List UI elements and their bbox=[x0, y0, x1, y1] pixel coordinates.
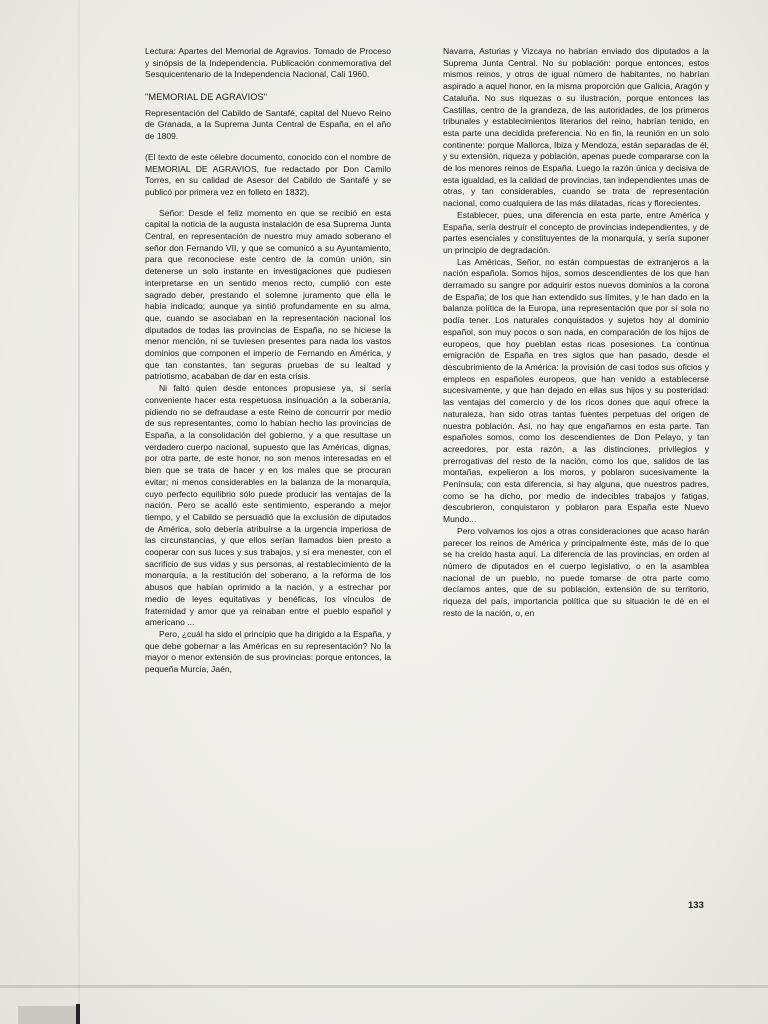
paragraph: Establecer, pues, una diferencia en esta parte, entre América y España, sería destruír el concepto de provincias independientes, y de partes esenciales y constituyentes de la monarquía, y sería suponer un principio de degradación. bbox=[443, 209, 709, 255]
page-number: 133 bbox=[688, 900, 704, 911]
document-title: "MEMORIAL DE AGRAVIOS" bbox=[145, 92, 268, 103]
left-text-column bbox=[145, 46, 391, 676]
page-bottom-edge bbox=[0, 985, 768, 988]
paragraph: Señor: Desde el feliz momento en que se recibió en esta capital la noticia de la augusta instalación de esa Suprema Junta Central, en representación de nuestro muy amado soberano el señor don Fernando VII, y que se comunicó a su Ayuntamiento, para que reconociese este centro de la común unión, sin detenerse un solo instante en investigaciones que pudiesen interpretarse en un sentido menos recto, cumplió con este sagrado deber, prestando el solemne juramento que ella le había indicado; aunque ya sintió profundamente en su alma, que, cuando se asociaban en la representación nacional los diputados de todas las provincias de España, no se hiciese la menor mención, ni se tuviesen presentes para nada los vastos dominios que componen el imperio de Fernando en América, y que tan constantes, tan seguras pruebas de su lealtad y patriotismo, acababan de dar en esta crisis. bbox=[145, 207, 391, 382]
editor-note: (El texto de este célebre documento, conocido con el nombre de MEMORIAL DE AGRAVIOS, fue redactado por Don Camilo Torres, en su calidad de Asesor del Cabildo de Santafé y se publicó por primera vez en folleto en 1832). bbox=[145, 151, 391, 197]
scan-corner-mark-dark bbox=[76, 1004, 80, 1024]
paragraph: Pero volvamos los ojos a otras consideraciones que acaso harán parecer los reinos de América y principalmente éste, más de lo que se ha creído hasta aquí. La diferencia de las provincias, en orden al número de diputados en el cuerpo legislativo, o en la asamblea nacional de un pueblo, no puede tomarse de otra parte como decíamos antes, que de su población, extensión de su territorio, riqueza del país, importancia política que su situación le dé en el resto de la nación, o, en bbox=[443, 525, 709, 618]
paragraph: Pero, ¿cuál ha sido el principio que ha dirigido a la España, y que debe gobernar a las Américas en su representación? No la mayor o menor extensión de sus provincias: porque entonces, la pequeña Murcia, Jaén, bbox=[145, 628, 391, 675]
scan-corner-mark bbox=[18, 1006, 78, 1024]
paragraph: Las Américas, Señor, no están compuestas de extranjeros a la nación española. Somos hijos, somos descendientes de los que han derramado su sangre por adquirir estos nuevos dominios a la corona de España; de los que han extendido sus límites, y le han dado en la balanza política de la Europa, una representación que por sí sola no podía tener. Los naturales conquistados y sujetos hoy al dominio español, son muy pocos o son nada, en comparación de los hijos de europeos, que hoy pueblan estas ricas posesiones. La continua emigración de España en tres siglos que han pasado, desde el descubrimiento de la América: la provisión de casi todos sus oficios y empleos en españoles europeos, que han venido a establecerse sucesivamente, y que han dejado en ellas sus hijos y su posteridad: las ventajas del comercio y de los ricos dones que aquí ofrece la naturaleza, han sido otras tantas fuentes perpetuas del origen de nuestra población. Así, no hay que engañarnos en esta parte. Tan españoles somos, como los descendientes de Don Pelayo, y tan acreedores, por esta razón, a las distinciones, privilegios y prerrogativas del resto de la nación, como los que, salidos de las montañas, expelieron a los moros, y poblaron sucesivamente la Península; con esta diferencia, si hay alguna, que nuestros padres, como se ha dicho, por medio de indecibles trabajos y fatigas, descubrieron, conquistaron y poblaron para España este Nuevo Mundo... bbox=[443, 256, 709, 525]
paragraph: Navarra, Asturias y Vizcaya no habrían enviado dos diputados a la Suprema Junta Central. No su población: porque entonces, estos mismos reinos, y otros de igual número de habitantes, no habrían aspirado a aquel honor, en la misma proporción que Galicia, Aragón y Cataluña. No sus riquezas o su ilustración, porque entonces las Castillas, centro de la grandeza, de las autoridades, de los primeros tribunales y establecimientos literarios del reino, habrían tenido, en esta parte una decidida preferencia. No en fin, la reunión en un solo continente: porque Mallorca, Ibiza y Mendoza, están separadas de él, y su extensión, riqueza y población, apenas puede compararse con la de los menores reinos de España. Luego la razón única y decisiva de esta igualdad, es la calidad de provincias, tan independientes unas de otras, y tan considerables, cuando se trata de representación nacional, como cualquiera de las más dilatadas, ricas y florecientes. bbox=[443, 46, 709, 209]
paragraph: Ni faltó quien desde entonces propusiese ya, si sería conveniente hacer esta respetuosa insinuación a la soberanía, pidiendo no se defraudase a este Reino de concurrir por medio de sus representantes, como lo habían hecho las provincias de España, a la consolidación del gobierno, y a que resultase un verdadero cuerpo nacional, supuesto que las Américas, dignas, por otra parte, de este honor, no son menos interesadas en el bien que se trata de hacer y en los males que se procuran evitar; ni menos considerables en la balanza de la monarquía, cuyo perfecto equilibrio sólo puede producir las ventajas de la nación. Pero se acalló este sentimiento, esperando a mejor tiempo, y el Cabildo se persuadió que la exclusión de diputados de América, solo debería atribuírse a la urgencia imperiosa de las circunstancias, y que ellos serían llamados bien presto a cooperar con sus luces y sus trabajos, y si era menester, con el sacrificio de sus vidas y sus personas, al restablecimiento de la monarquía, a la restitución del soberano, a la reforma de los abusos que habían oprimido a la nación, y a estrechar por medio de leyes equitativas y benéficas, los vínculos de fraternidad y amor que ya reinaban entre el pueblo español y americano ... bbox=[145, 383, 391, 628]
page-fold-line bbox=[78, 0, 80, 1024]
source-note: Lectura: Apartes del Memorial de Agravios. Tomado de Proceso y sinópsis de la Independencia. Publicación conmemorativa del Sesquicentenario de la Independencia Nacional, Cali 1960. bbox=[145, 46, 391, 80]
document-subtitle: Representación del Cabildo de Santafé, capital del Nuevo Reino de Granada, a la Suprema Junta Central de España, en el año de 1809. bbox=[145, 107, 391, 142]
right-text-column bbox=[443, 46, 709, 619]
